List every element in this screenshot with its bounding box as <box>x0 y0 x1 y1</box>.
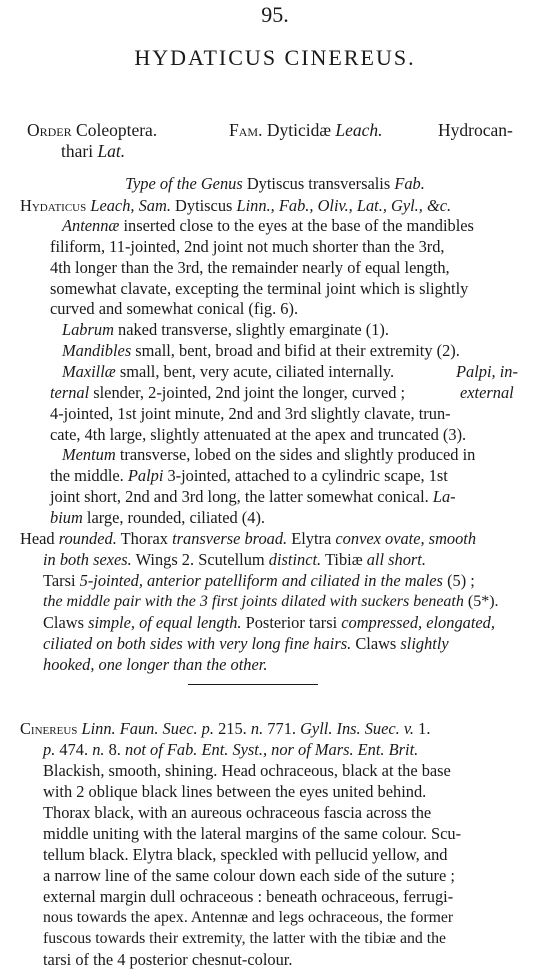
genus-synonym: Dytiscus <box>175 196 233 215</box>
mandibles-label: Mandibles <box>62 341 132 360</box>
tribe-value: Hydrocan- <box>438 120 513 140</box>
genus-text-line: 4-jointed, 1st joint minute, 2nd and 3rd slightly clavate, trun- <box>50 404 451 423</box>
palpi-label: Palpi <box>127 466 164 485</box>
genus-text-line <box>460 382 514 403</box>
labium-label-cont: bium <box>50 508 83 527</box>
description-line <box>43 654 267 675</box>
page-number: 95. <box>261 2 289 27</box>
description-line <box>43 633 449 654</box>
text-span: Thorax <box>120 529 168 548</box>
text-span: rounded. <box>58 529 117 548</box>
text-span: in both sexes. <box>43 550 132 569</box>
genus-text-line <box>62 215 474 236</box>
species-description-line: tellum black. Elytra black, speckled with pellucid yellow, and <box>43 845 448 864</box>
text-span: Claws <box>355 634 397 653</box>
tribe-author: Lat. <box>97 141 126 161</box>
description-line <box>20 528 476 549</box>
type-species: Dytiscus transversalis <box>246 174 391 193</box>
text-span: Head <box>20 529 55 548</box>
text-span: n. <box>92 740 105 759</box>
tribe-continued <box>61 141 125 162</box>
text-span: Tibiæ <box>324 550 363 569</box>
text-span: (5*). <box>467 593 499 610</box>
text-span: naked transverse, slightly emarginate (1). <box>113 320 389 339</box>
genus-text-line <box>62 444 475 465</box>
text-span: slightly <box>400 634 449 653</box>
antennae-label: Antennæ <box>62 216 120 235</box>
text-span: p. <box>43 740 56 759</box>
text-span: 771. <box>267 719 296 738</box>
genus-text-line <box>62 340 460 361</box>
order-label: Order <box>27 120 72 140</box>
genus-text-line: 4th longer than the 3rd, the remainder nearly of equal length, <box>50 258 450 277</box>
species-description-line: external margin dull ochraceous : beneath ochraceous, ferrugi- <box>43 887 454 906</box>
text-span: 474. <box>59 740 89 759</box>
mentum-label: Mentum <box>62 445 116 464</box>
type-line <box>0 173 550 194</box>
genus-authors: Leach, Sam. <box>90 196 171 215</box>
family-line <box>229 120 383 141</box>
text-span: 1. <box>418 719 431 738</box>
text-span: large, rounded, ciliated (4). <box>82 508 265 527</box>
species-description-line: Thorax black, with an aureous ochraceous fascia across the <box>43 803 432 822</box>
text-span: all short. <box>366 550 426 569</box>
text-span: Elytra <box>291 529 332 548</box>
tribe-line <box>438 120 513 141</box>
genus-text-line <box>50 465 448 486</box>
text-span: joint short, 2nd and 3rd long, the latter somewhat conical. <box>50 487 429 506</box>
description-line <box>43 549 426 570</box>
text-span: not of Fab. Ent. Syst., nor of Mars. Ent. Brit. <box>125 740 419 759</box>
text-span: (5) ; <box>447 571 475 590</box>
text-span: 5-jointed, anterior patelliform and ciliated in the males <box>79 571 443 590</box>
genus-text-line <box>456 361 518 382</box>
text-span: ciliated on both sides with very long fine hairs. <box>43 634 352 653</box>
type-author: Fab. <box>394 174 425 193</box>
genus-text-line <box>62 319 389 340</box>
text-span: 3-jointed, attached to a cylindric scape, 1st <box>163 466 448 485</box>
text-span: transverse broad. <box>172 529 288 548</box>
description-line <box>43 591 499 612</box>
genus-text-line: somewhat clavate, excepting the terminal joint which is slightly <box>50 279 469 298</box>
genus-text-line <box>50 382 405 403</box>
text-span: small, bent, very acute, ciliated internally. <box>115 362 395 381</box>
text-span: transverse, lobed on the sides and slightly produced in <box>115 445 476 464</box>
species-description-line: nous towards the apex. Antennæ and legs ochraceous, the former <box>43 909 454 926</box>
text-span: the middle. <box>50 466 124 485</box>
text-span: 215. <box>218 719 247 738</box>
species-description-line: Blackish, smooth, shining. Head ochraceous, black at the base <box>43 761 451 780</box>
text-span: Wings 2. Scutellum <box>135 550 265 569</box>
species-line <box>20 718 430 739</box>
genus-line <box>20 195 451 216</box>
text-span: Claws <box>43 613 84 632</box>
text-span: inserted close to the eyes at the base of the mandibles <box>119 216 474 235</box>
text-span: distinct. <box>268 550 322 569</box>
species-description-line: middle uniting with the lateral margins of the same colour. Scu- <box>43 824 462 843</box>
text-span: simple, of equal length. <box>88 613 242 632</box>
text-span: hooked, one longer than the other. <box>43 655 268 674</box>
text-span: Tarsi <box>43 571 76 590</box>
genus-text-line <box>50 486 456 507</box>
description-line <box>43 570 475 591</box>
section-divider <box>188 684 318 685</box>
family-label: Fam. <box>229 120 263 140</box>
genus-text-line: curved and somewhat conical (fig. 6). <box>50 299 299 318</box>
text-span: n. <box>250 719 264 738</box>
species-description-line: a narrow line of the same colour down each side of the suture ; <box>43 866 455 885</box>
family-author: Leach. <box>335 120 383 140</box>
genus-text-line <box>62 361 394 382</box>
internal-label: ternal <box>50 383 90 402</box>
text-span: Posterior tarsi <box>245 613 338 632</box>
species-description-line: with 2 oblique black lines between the eyes united behind. <box>43 782 427 801</box>
species-name: Cinereus <box>20 719 78 738</box>
order-value: Coleoptera. <box>76 120 158 140</box>
tribe-cont: thari <box>61 141 94 161</box>
text-span: 8. <box>108 740 121 759</box>
page-title: HYDATICUS CINEREUS. <box>134 45 416 70</box>
text-span: small, bent, broad and bifid at their extremity (2). <box>131 341 460 360</box>
genus-text-line: cate, 4th large, slightly attenuated at the apex and truncated (3). <box>50 425 467 444</box>
species-description-line: fuscous towards their extremity, the latter with the tibiæ and the <box>43 930 447 947</box>
genus-name: Hydaticus <box>20 196 87 215</box>
external-label: external <box>460 383 514 402</box>
text-span: convex ovate, smooth <box>335 529 477 548</box>
order-line <box>27 120 157 141</box>
species-line <box>43 739 418 760</box>
genus-synonym-authors: Linn., Fab., Oliv., Lat., Gyl., &c. <box>236 196 452 215</box>
genus-text-line <box>50 507 265 528</box>
genus-text-line: filiform, 11-jointed, 2nd joint not much shorter than the 3rd, <box>50 237 445 256</box>
palpi-internal-label: Palpi, in- <box>456 362 518 381</box>
text-span: compressed, elongated, <box>341 613 495 632</box>
maxillae-label: Maxillæ <box>62 362 116 381</box>
labrum-label: Labrum <box>62 320 114 339</box>
text-span: Linn. Faun. Suec. p. <box>81 719 214 738</box>
text-span: the middle pair with the 3 first joints dilated with suckers beneath <box>43 593 464 610</box>
species-description-line: tarsi of the 4 posterior chesnut-colour. <box>43 950 293 969</box>
type-prefix: Type of the Genus <box>125 174 243 193</box>
family-value: Dyticidæ <box>266 120 331 140</box>
text-span: Gyll. Ins. Suec. v. <box>300 719 415 738</box>
labium-label: La- <box>432 487 456 506</box>
text-span: slender, 2-jointed, 2nd joint the longer, curved ; <box>89 383 406 402</box>
description-line <box>43 612 495 633</box>
